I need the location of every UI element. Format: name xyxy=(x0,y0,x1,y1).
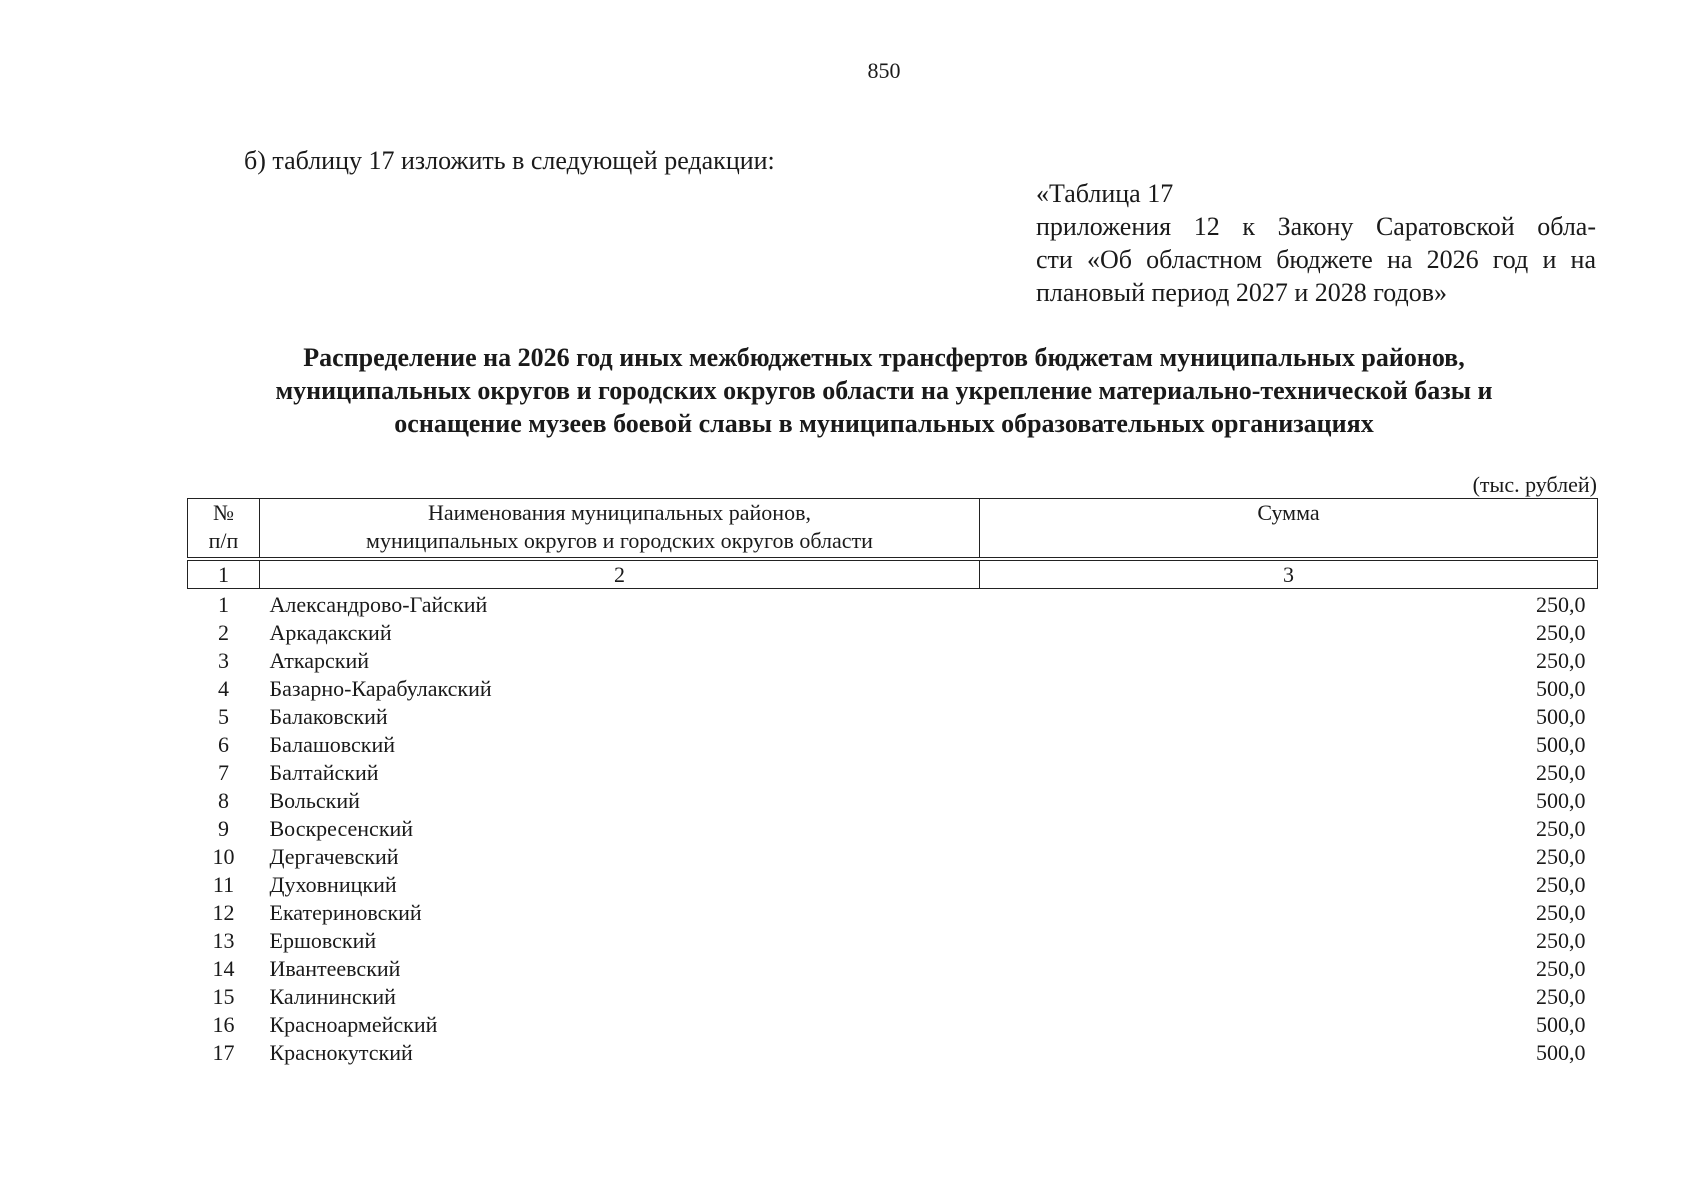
units-label: (тыс. рублей) xyxy=(1472,472,1597,497)
row-number: 1 xyxy=(218,592,229,617)
row-number: 3 xyxy=(218,648,229,673)
table-reference-line: «Таблица 17 xyxy=(1036,179,1174,208)
table-row xyxy=(188,843,1598,871)
row-name: Вольский xyxy=(269,788,360,813)
row-number: 16 xyxy=(212,1012,235,1037)
column-numbers-row xyxy=(188,559,1598,589)
row-name: Екатериновский xyxy=(269,900,422,925)
table-row xyxy=(188,927,1598,955)
table-reference xyxy=(1036,177,1596,309)
row-amount: 250,0 xyxy=(1536,900,1586,925)
table-row xyxy=(188,675,1598,703)
row-amount: 250,0 xyxy=(1536,816,1586,841)
row-number: 13 xyxy=(212,928,235,953)
row-amount: 250,0 xyxy=(1536,928,1586,953)
table-row xyxy=(188,703,1598,731)
row-number: 9 xyxy=(218,816,229,841)
document-title-line: Распределение на 2026 год иных межбюджетных трансфертов бюджетам муниципальных районов, xyxy=(303,343,1465,372)
row-name: Базарно-Карабулакский xyxy=(269,676,492,701)
header-name xyxy=(260,499,980,560)
table-row xyxy=(188,955,1598,983)
row-number: 5 xyxy=(218,704,229,729)
row-number: 10 xyxy=(212,844,235,869)
row-number: 15 xyxy=(212,984,235,1009)
row-number: 4 xyxy=(218,676,229,701)
row-name: Красноармейский xyxy=(269,1012,438,1037)
table-row xyxy=(188,619,1598,647)
row-amount: 250,0 xyxy=(1536,592,1586,617)
column-number: 2 xyxy=(260,559,980,589)
row-number: 14 xyxy=(212,956,235,981)
header-name-line: Наименования муниципальных районов, xyxy=(428,500,811,525)
table-reference-line: сти «Об областном бюджете на 2026 год и на xyxy=(1036,245,1596,274)
row-name: Балаковский xyxy=(269,704,388,729)
table-row xyxy=(188,787,1598,815)
intro-text: б) таблицу 17 изложить в следующей редакции: xyxy=(244,146,775,175)
table-row xyxy=(188,731,1598,759)
document-title-line: муниципальных округов и городских округов области на укрепление материально-технической базы и xyxy=(275,376,1493,405)
table-row xyxy=(188,1011,1598,1039)
table-row xyxy=(188,983,1598,1011)
table-row xyxy=(188,589,1598,620)
table-header-row xyxy=(188,499,1598,560)
table-row xyxy=(188,647,1598,675)
row-amount: 500,0 xyxy=(1536,1012,1586,1037)
table-row xyxy=(188,899,1598,927)
row-name: Ершовский xyxy=(269,928,377,953)
row-name: Аткарский xyxy=(269,648,370,673)
row-amount: 250,0 xyxy=(1536,844,1586,869)
row-amount: 250,0 xyxy=(1536,984,1586,1009)
row-amount: 500,0 xyxy=(1536,704,1586,729)
row-name: Духовницкий xyxy=(269,872,397,897)
row-number: 11 xyxy=(212,872,235,897)
header-number-line: № xyxy=(213,500,234,525)
header-sum-label: Сумма xyxy=(1257,500,1320,525)
header-name-line: муниципальных округов и городских округов области xyxy=(366,528,873,553)
table-row xyxy=(188,759,1598,787)
table-row xyxy=(188,815,1598,843)
row-number: 12 xyxy=(212,900,235,925)
row-amount: 250,0 xyxy=(1536,956,1586,981)
row-name: Балтайский xyxy=(269,760,379,785)
row-name: Ивантеевский xyxy=(269,956,401,981)
page-number: 850 xyxy=(867,58,901,83)
table-reference-line: плановый период 2027 и 2028 годов» xyxy=(1036,278,1448,307)
document-title xyxy=(120,341,1648,440)
row-number: 7 xyxy=(218,760,229,785)
row-name: Аркадакский xyxy=(269,620,392,645)
row-amount: 250,0 xyxy=(1536,760,1586,785)
table-reference-line: приложения 12 к Закону Саратовской обла- xyxy=(1036,212,1596,241)
row-name: Краснокутский xyxy=(269,1040,413,1065)
header-number-line: п/п xyxy=(208,528,239,553)
table-row xyxy=(188,1039,1598,1067)
column-number: 1 xyxy=(188,559,260,589)
row-number: 6 xyxy=(218,732,229,757)
document-title-line: оснащение музеев боевой славы в муниципальных образовательных организациях xyxy=(394,409,1374,438)
row-name: Дергачевский xyxy=(269,844,399,869)
row-amount: 250,0 xyxy=(1536,620,1586,645)
row-amount: 500,0 xyxy=(1536,1040,1586,1065)
table-row xyxy=(188,871,1598,899)
row-amount: 250,0 xyxy=(1536,648,1586,673)
row-amount: 500,0 xyxy=(1536,676,1586,701)
row-name: Александрово-Гайский xyxy=(269,592,488,617)
row-amount: 500,0 xyxy=(1536,732,1586,757)
row-amount: 250,0 xyxy=(1536,872,1586,897)
row-name: Воскресенский xyxy=(269,816,414,841)
row-number: 17 xyxy=(212,1040,235,1065)
row-number: 8 xyxy=(218,788,229,813)
distribution-table xyxy=(187,498,1598,1067)
header-number xyxy=(188,499,260,560)
row-amount: 500,0 xyxy=(1536,788,1586,813)
row-name: Балашовский xyxy=(269,732,396,757)
column-number: 3 xyxy=(980,559,1598,589)
row-number: 2 xyxy=(218,620,229,645)
row-name: Калининский xyxy=(269,984,396,1009)
header-sum xyxy=(980,499,1598,560)
